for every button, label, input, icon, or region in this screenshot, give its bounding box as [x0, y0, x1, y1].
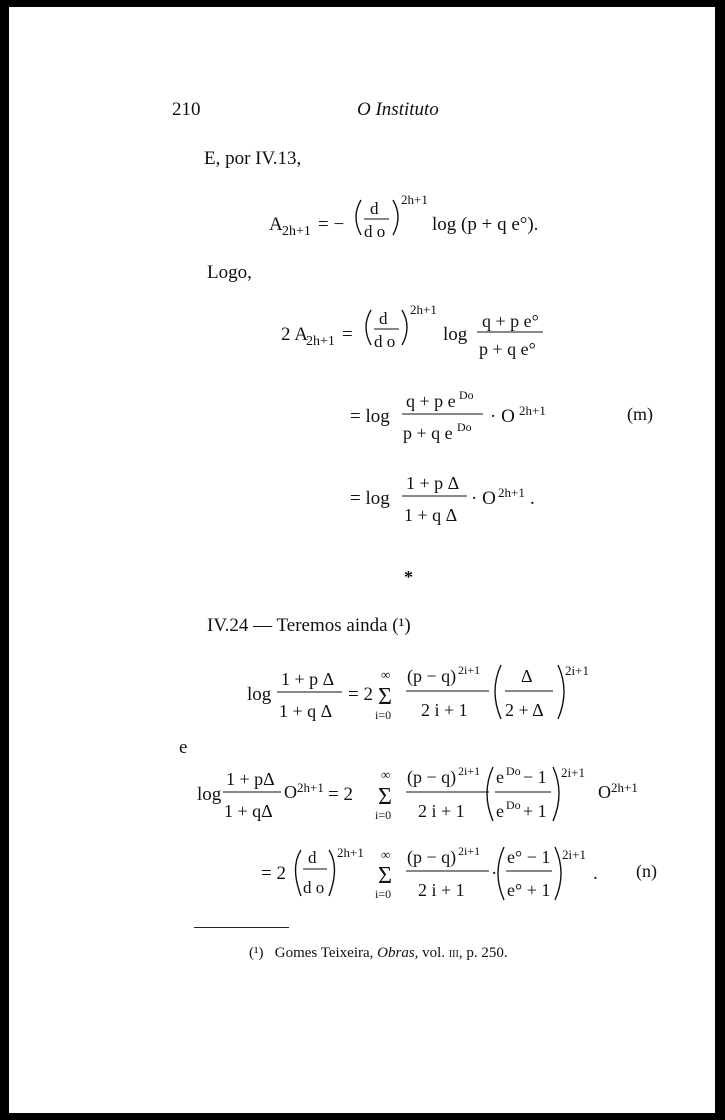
svg-text:d: d — [308, 848, 317, 867]
svg-text:e: e — [496, 801, 504, 821]
svg-text:2i+1: 2i+1 — [565, 663, 589, 678]
footnote-vol-numeral: iii — [448, 946, 459, 961]
svg-text:p + q e°: p + q e° — [479, 339, 536, 359]
svg-text:d: d — [370, 199, 379, 218]
svg-text:i=0: i=0 — [375, 887, 392, 901]
svg-text:Δ: Δ — [521, 666, 533, 686]
svg-text:O: O — [284, 782, 297, 802]
svg-text:− 1: − 1 — [523, 767, 547, 787]
equation-series-1 — [247, 663, 589, 722]
svg-text:d o: d o — [374, 332, 396, 351]
equation-2a2h1 — [281, 302, 543, 359]
svg-text:· O: · O — [471, 488, 496, 509]
svg-text:2i+1: 2i+1 — [458, 844, 481, 858]
svg-text:1 + p Δ: 1 + p Δ — [406, 473, 460, 493]
svg-text:i=0: i=0 — [375, 708, 392, 722]
svg-text:= 2: = 2 — [348, 684, 373, 705]
svg-text:2 A: 2 A — [281, 324, 308, 345]
svg-text:log (p + q e°).: log (p + q e°). — [432, 214, 539, 235]
svg-text:i=0: i=0 — [375, 808, 392, 822]
svg-text:∞: ∞ — [381, 847, 391, 862]
svg-text:2h+1: 2h+1 — [306, 334, 335, 349]
svg-text:2h+1: 2h+1 — [498, 485, 525, 500]
svg-text:log: log — [443, 324, 468, 345]
svg-text:2 i + 1: 2 i + 1 — [418, 880, 465, 900]
footnote-page: , p. 250. — [458, 945, 508, 961]
svg-text:2 + Δ: 2 + Δ — [505, 700, 544, 720]
svg-text:(p − q): (p − q) — [407, 666, 457, 686]
svg-text:∞: ∞ — [381, 767, 391, 782]
svg-text:= −: = − — [318, 214, 345, 235]
svg-text:2 i + 1: 2 i + 1 — [421, 700, 468, 720]
footnote-work: Obras, — [377, 945, 419, 961]
section-separator: * — [404, 567, 413, 587]
svg-text:d o: d o — [303, 878, 325, 897]
footnote-marker: (¹) — [249, 945, 264, 961]
equation-tag-n: (n) — [636, 861, 657, 881]
page — [9, 7, 715, 1113]
svg-text:Do: Do — [457, 420, 472, 434]
svg-text:1 + qΔ: 1 + qΔ — [224, 801, 273, 821]
svg-text:e° − 1: e° − 1 — [507, 847, 551, 867]
svg-text:(p − q): (p − q) — [407, 767, 457, 787]
svg-text:=: = — [342, 324, 353, 345]
svg-text:2i+1: 2i+1 — [562, 847, 586, 862]
svg-text:1 + q Δ: 1 + q Δ — [404, 505, 458, 525]
svg-text:.: . — [530, 488, 535, 509]
svg-text:2h+1: 2h+1 — [611, 780, 638, 795]
svg-text:p + q e: p + q e — [403, 423, 453, 443]
svg-text:2h+1: 2h+1 — [337, 845, 364, 860]
svg-text:2i+1: 2i+1 — [458, 764, 481, 778]
svg-text:d o: d o — [364, 222, 386, 241]
svg-text:log: log — [197, 784, 222, 805]
svg-text:2h+1: 2h+1 — [410, 302, 437, 317]
svg-text:Σ: Σ — [378, 784, 392, 810]
svg-text:e° + 1: e° + 1 — [507, 880, 551, 900]
svg-text:∞: ∞ — [381, 667, 391, 682]
svg-text:·: · — [491, 863, 498, 884]
footnote — [249, 945, 508, 962]
footnote-author: Gomes Teixeira, — [274, 945, 374, 961]
svg-text:.: . — [593, 863, 598, 884]
footnote-vol-prefix: vol. — [422, 945, 446, 961]
running-title: O Instituto — [357, 99, 439, 120]
intro-text: E, por IV.13, — [204, 148, 302, 169]
svg-text:= 2: = 2 — [261, 863, 286, 884]
svg-text:d: d — [379, 309, 388, 328]
svg-text:Do: Do — [506, 764, 521, 778]
svg-text:· O: · O — [490, 406, 515, 427]
section-heading: IV.24 — Teremos ainda (¹) — [207, 615, 411, 636]
svg-text:e: e — [496, 767, 504, 787]
equation-m — [350, 388, 653, 443]
svg-text:Do: Do — [459, 388, 474, 402]
svg-text:= log: = log — [350, 488, 390, 509]
svg-text:Σ: Σ — [378, 863, 392, 889]
svg-text:q + p e: q + p e — [406, 391, 456, 411]
svg-text:2h+1: 2h+1 — [519, 403, 546, 418]
svg-text:(p − q): (p − q) — [407, 847, 457, 867]
equation-series-2 — [197, 764, 638, 822]
svg-text:= log: = log — [350, 406, 390, 427]
equation-tag-m: (m) — [627, 404, 653, 424]
svg-text:Do: Do — [506, 798, 521, 812]
svg-text:2h+1: 2h+1 — [401, 192, 428, 207]
svg-text:1 + pΔ: 1 + pΔ — [226, 769, 275, 789]
svg-text:= 2: = 2 — [328, 784, 353, 805]
svg-text:q + p e°: q + p e° — [482, 311, 539, 331]
svg-text:A: A — [269, 214, 283, 235]
equation-n — [261, 844, 657, 901]
logo-text: Logo, — [207, 262, 252, 283]
svg-text:2i+1: 2i+1 — [458, 663, 481, 677]
page-number: 210 — [172, 99, 201, 120]
svg-text:Σ: Σ — [378, 684, 392, 710]
svg-text:1 + p Δ: 1 + p Δ — [281, 669, 335, 689]
svg-text:O: O — [598, 782, 611, 802]
svg-text:2i+1: 2i+1 — [561, 765, 585, 780]
svg-text:log: log — [247, 684, 272, 705]
svg-text:1 + q Δ: 1 + q Δ — [279, 701, 333, 721]
footnote-rule — [194, 927, 289, 928]
equation-a2h1 — [269, 192, 538, 241]
equation-delta — [350, 473, 535, 525]
svg-text:+ 1: + 1 — [523, 801, 547, 821]
svg-text:2h+1: 2h+1 — [297, 780, 324, 795]
svg-text:2h+1: 2h+1 — [282, 224, 311, 239]
conjunction-e: e — [179, 737, 188, 758]
svg-text:2 i + 1: 2 i + 1 — [418, 801, 465, 821]
